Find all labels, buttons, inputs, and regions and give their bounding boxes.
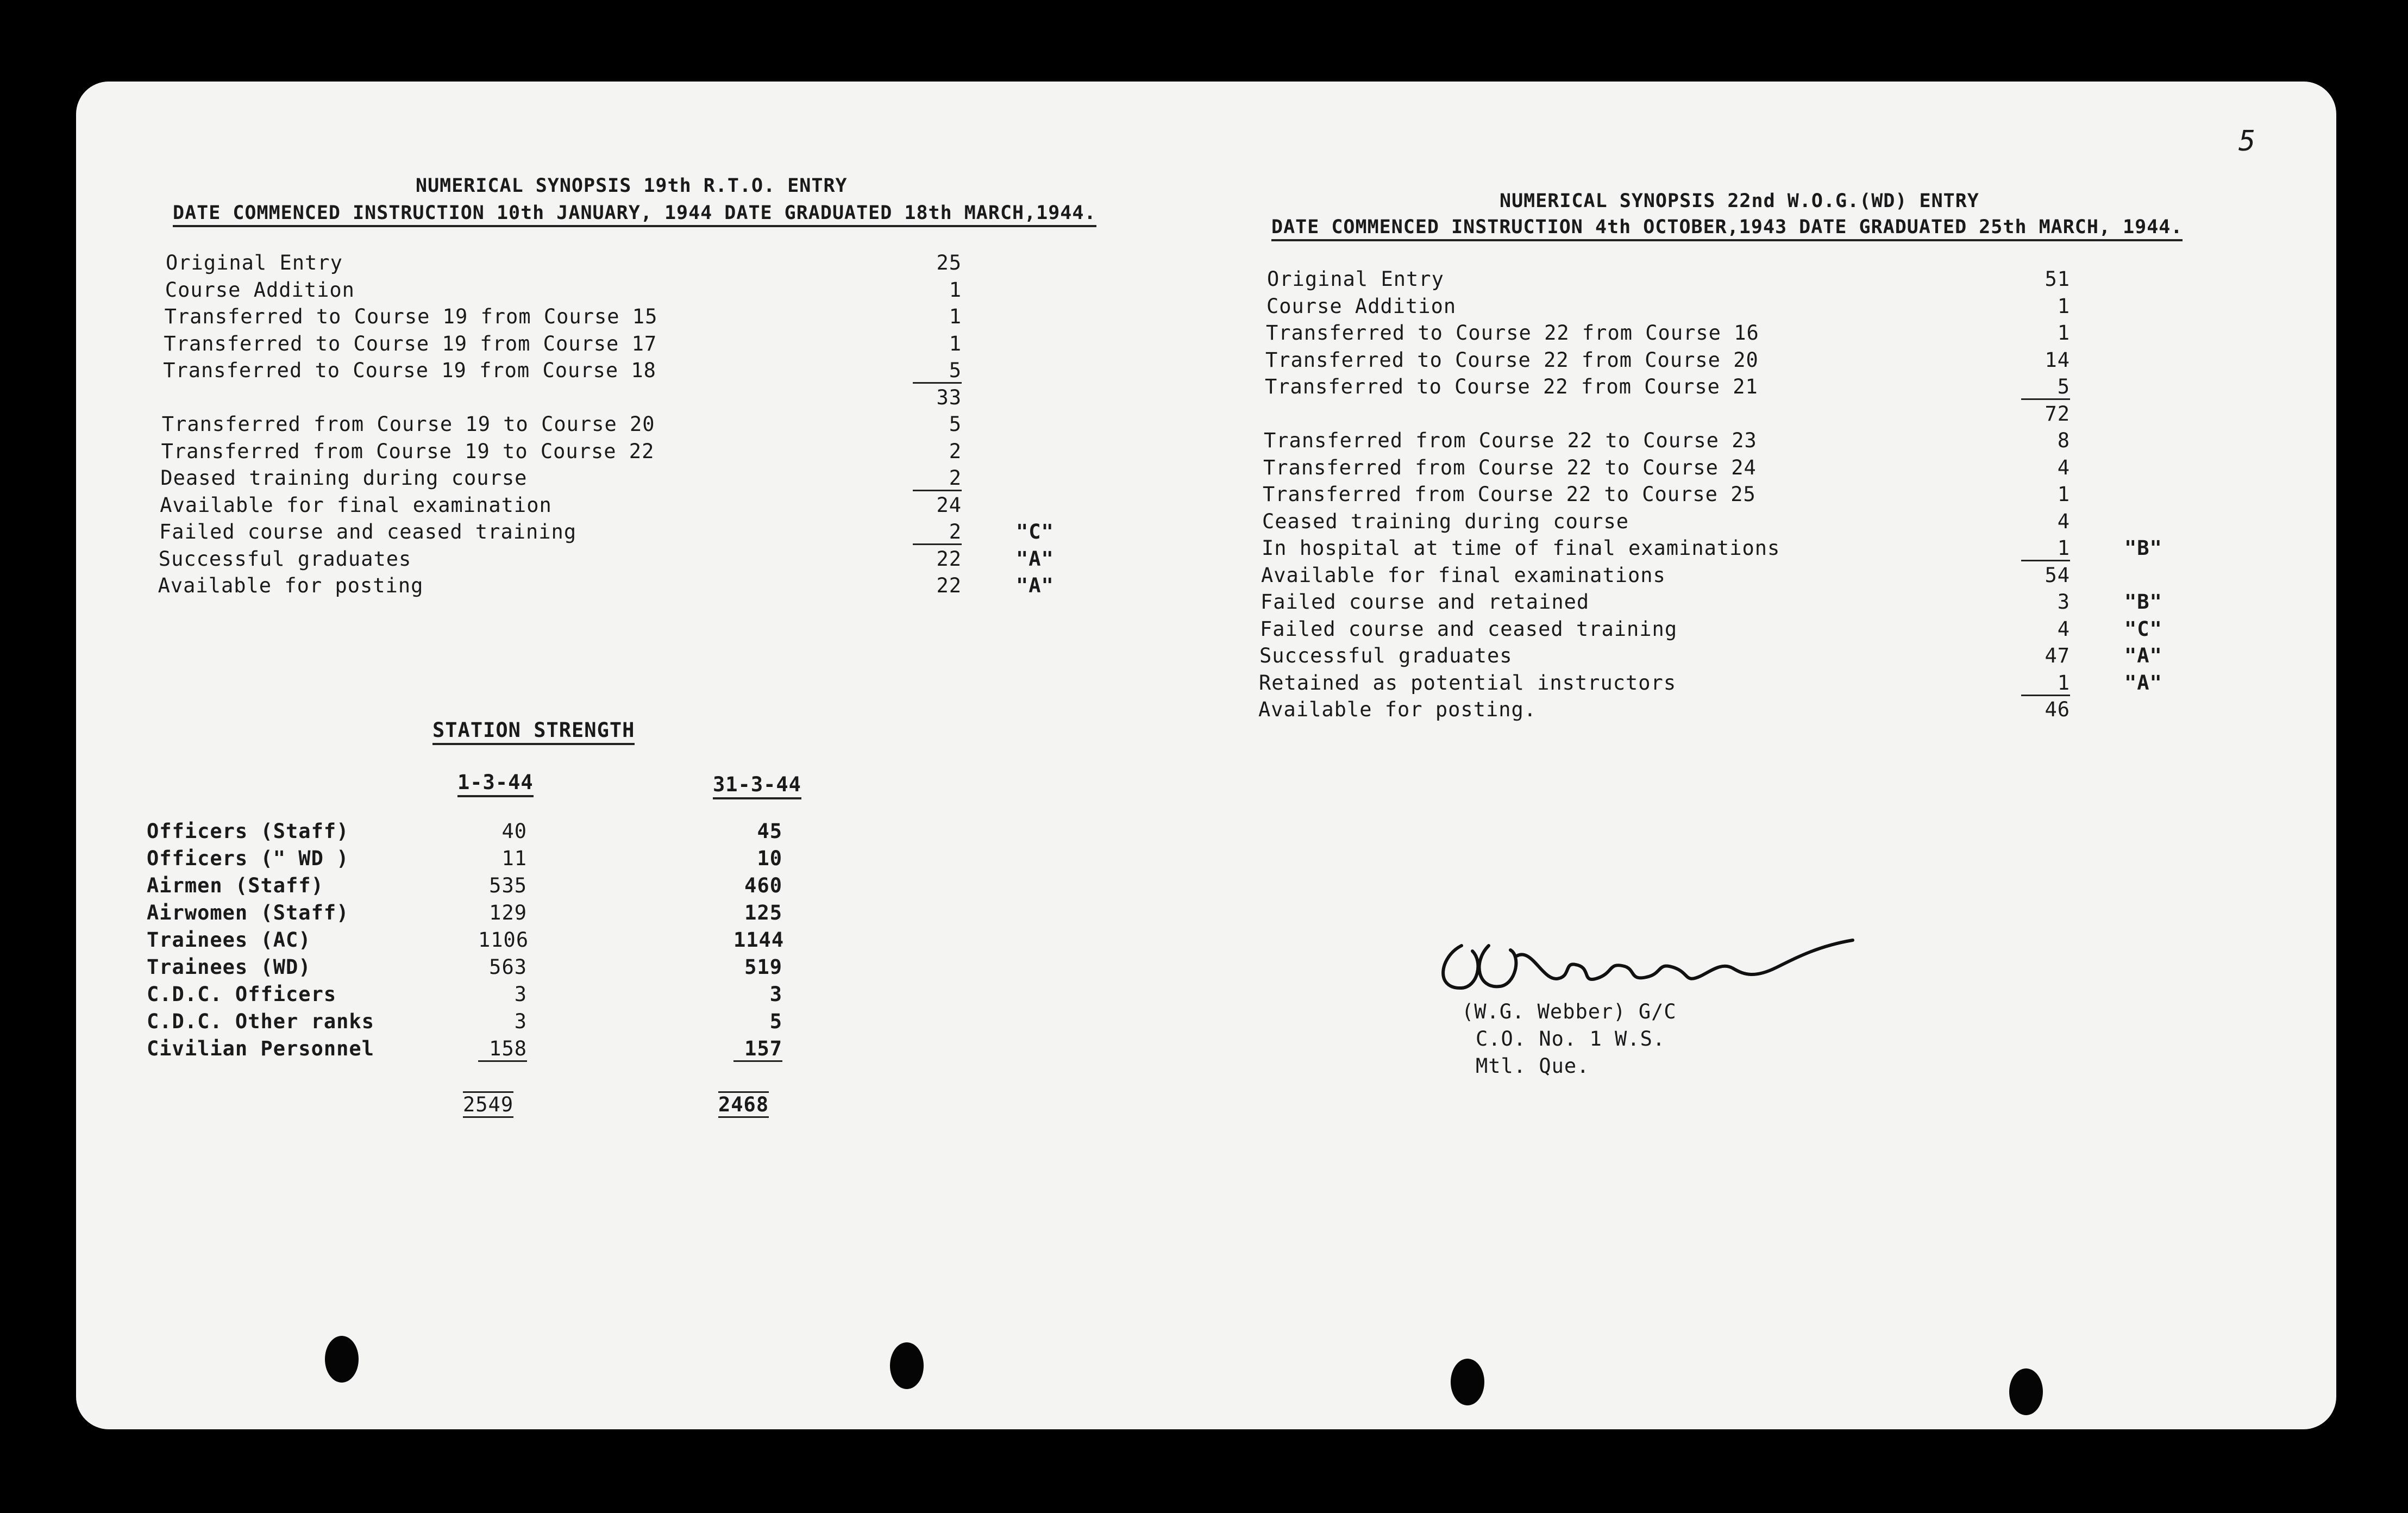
station-label: Trainees (AC) <box>147 928 311 952</box>
row-value: 1 <box>949 278 962 302</box>
row-grade: "C" <box>2124 617 2162 641</box>
station-value-start: 535 <box>489 874 527 897</box>
row-value: 5 <box>913 359 962 384</box>
row-label: Successful graduates <box>1259 644 1513 667</box>
station-value-start: 40 <box>501 820 527 843</box>
row-value: 5 <box>2021 375 2070 400</box>
row-value: 33 <box>936 385 962 409</box>
station-value-end: 1144 <box>733 928 785 952</box>
row-value: 54 <box>2045 563 2070 587</box>
station-value-end: 460 <box>744 874 782 897</box>
row-grade: "C" <box>1016 520 1054 543</box>
row-value: 1 <box>2057 294 2070 318</box>
row-label: In hospital at time of final examinations <box>1262 536 1780 560</box>
row-value: 4 <box>2057 617 2070 641</box>
station-value-end: 10 <box>757 847 782 870</box>
row-label: Transferred from Course 22 to Course 23 <box>1264 429 1757 452</box>
punch-hole <box>1451 1359 1484 1405</box>
station-label: C.D.C. Officers <box>147 983 337 1006</box>
left-dates: DATE COMMENCED INSTRUCTION 10th JANUARY, 1944 DATE GRADUATED 18th MARCH,1944. <box>173 202 1096 227</box>
row-label: Original Entry <box>1267 267 1444 291</box>
station-value-start: 1106 <box>478 928 529 952</box>
station-total-b: 2468 <box>718 1091 769 1118</box>
station-label: Trainees (WD) <box>147 955 311 979</box>
row-value: 2 <box>913 520 962 545</box>
row-label: Course Addition <box>165 278 355 302</box>
row-value: 4 <box>2057 455 2070 479</box>
station-value-start: 129 <box>489 901 527 924</box>
station-col1-header: 1-3-44 <box>457 771 534 797</box>
station-value-start: 3 <box>514 983 527 1006</box>
station-value-end: 5 <box>769 1010 782 1033</box>
row-value: 1 <box>2021 671 2070 696</box>
row-value: 4 <box>2057 509 2070 533</box>
row-grade: "B" <box>2124 536 2162 560</box>
left-title: NUMERICAL SYNOPSIS 19th R.T.O. ENTRY <box>416 175 848 197</box>
row-label: Available for posting <box>158 574 424 597</box>
row-label: Available for posting. <box>1258 698 1537 721</box>
station-col2-header: 31-3-44 <box>713 773 801 799</box>
row-label: Deased training during course <box>160 466 528 490</box>
row-value: 5 <box>949 412 962 436</box>
right-dates: DATE COMMENCED INSTRUCTION 4th OCTOBER,1943 DATE GRADUATED 25th MARCH, 1944. <box>1271 216 2183 241</box>
row-label: Transferred from Course 22 to Course 24 <box>1263 455 1757 479</box>
row-label: Available for final examination <box>160 493 552 517</box>
row-value: 25 <box>936 251 962 274</box>
row-label: Failed course and ceased training <box>159 520 577 543</box>
row-value: 1 <box>949 332 962 355</box>
row-label: Transferred to Course 22 from Course 21 <box>1265 375 1758 398</box>
row-value: 8 <box>2057 429 2070 452</box>
row-value: 22 <box>936 574 962 597</box>
row-value: 47 <box>2045 644 2070 667</box>
right-title: NUMERICAL SYNOPSIS 22nd W.O.G.(WD) ENTRY <box>1500 190 1979 212</box>
station-label: Officers (" WD ) <box>147 847 349 870</box>
station-label: Civilian Personnel <box>147 1037 374 1060</box>
row-label: Transferred to Course 19 from Course 15 <box>164 305 658 328</box>
row-value: 3 <box>2057 590 2070 614</box>
row-value: 1 <box>2021 536 2070 561</box>
station-label: Airwomen (Staff) <box>147 901 349 924</box>
row-label: Failed course and retained <box>1261 590 1590 614</box>
document-card <box>76 82 2336 1429</box>
row-label: Transferred from Course 22 to Course 25 <box>1263 483 1756 506</box>
station-label: C.D.C. Other ranks <box>147 1010 374 1033</box>
row-label: Course Addition <box>1266 294 1457 318</box>
row-grade: "A" <box>2124 671 2162 695</box>
station-value-end: 519 <box>744 955 782 979</box>
station-value-start: 11 <box>501 847 527 870</box>
station-total-a: 2549 <box>463 1091 513 1118</box>
signatory-name: (W.G. Webber) G/C <box>1462 1000 1677 1023</box>
signatory-position: C.O. No. 1 W.S. <box>1476 1027 1666 1051</box>
row-value: 2 <box>913 466 962 491</box>
row-grade: "A" <box>1016 547 1054 571</box>
row-value: 72 <box>2045 402 2070 426</box>
row-label: Retained as potential instructors <box>1259 671 1677 695</box>
punch-hole <box>2009 1368 2043 1415</box>
row-value: 24 <box>936 493 962 517</box>
row-grade: "B" <box>2124 590 2162 614</box>
station-label: Airmen (Staff) <box>147 874 324 897</box>
station-title: STATION STRENGTH <box>432 718 635 745</box>
row-grade: "A" <box>1016 574 1054 597</box>
row-value: 22 <box>936 547 962 571</box>
row-value: 14 <box>2045 348 2070 372</box>
row-label: Transferred from Course 19 to Course 20 <box>161 412 655 436</box>
station-value-end: 157 <box>733 1037 782 1062</box>
station-value-end: 45 <box>757 820 782 843</box>
station-value-end: 125 <box>744 901 782 924</box>
punch-hole <box>325 1336 359 1383</box>
row-label: Available for final examinations <box>1261 563 1666 587</box>
row-label: Transferred from Course 19 to Course 22 <box>161 439 655 463</box>
row-label: Failed course and ceased training <box>1260 617 1678 641</box>
row-value: 51 <box>2045 267 2070 291</box>
row-label: Ceased training during course <box>1262 509 1629 533</box>
signatory-location: Mtl. Que. <box>1476 1054 1590 1078</box>
row-label: Transferred to Course 22 from Course 20 <box>1265 348 1759 372</box>
row-value: 1 <box>949 305 962 328</box>
row-label: Successful graduates <box>158 547 412 571</box>
row-label: Transferred to Course 19 from Course 18 <box>163 359 656 382</box>
row-label: Transferred to Course 22 from Course 16 <box>1266 321 1759 345</box>
station-value-start: 158 <box>478 1037 527 1062</box>
row-label: Original Entry <box>166 251 343 274</box>
handwritten-signature <box>1429 924 1918 1011</box>
punch-hole <box>890 1342 924 1389</box>
row-value: 46 <box>2045 698 2070 721</box>
row-label: Transferred to Course 19 from Course 17 <box>164 332 657 355</box>
station-value-end: 3 <box>769 983 782 1006</box>
row-value: 2 <box>949 439 962 463</box>
station-value-start: 3 <box>514 1010 527 1033</box>
row-value: 1 <box>2057 321 2070 345</box>
page-mark: 5 <box>2238 125 2256 158</box>
station-value-start: 563 <box>489 955 527 979</box>
row-value: 1 <box>2057 483 2070 506</box>
row-grade: "A" <box>2124 644 2162 667</box>
station-label: Officers (Staff) <box>147 820 349 843</box>
